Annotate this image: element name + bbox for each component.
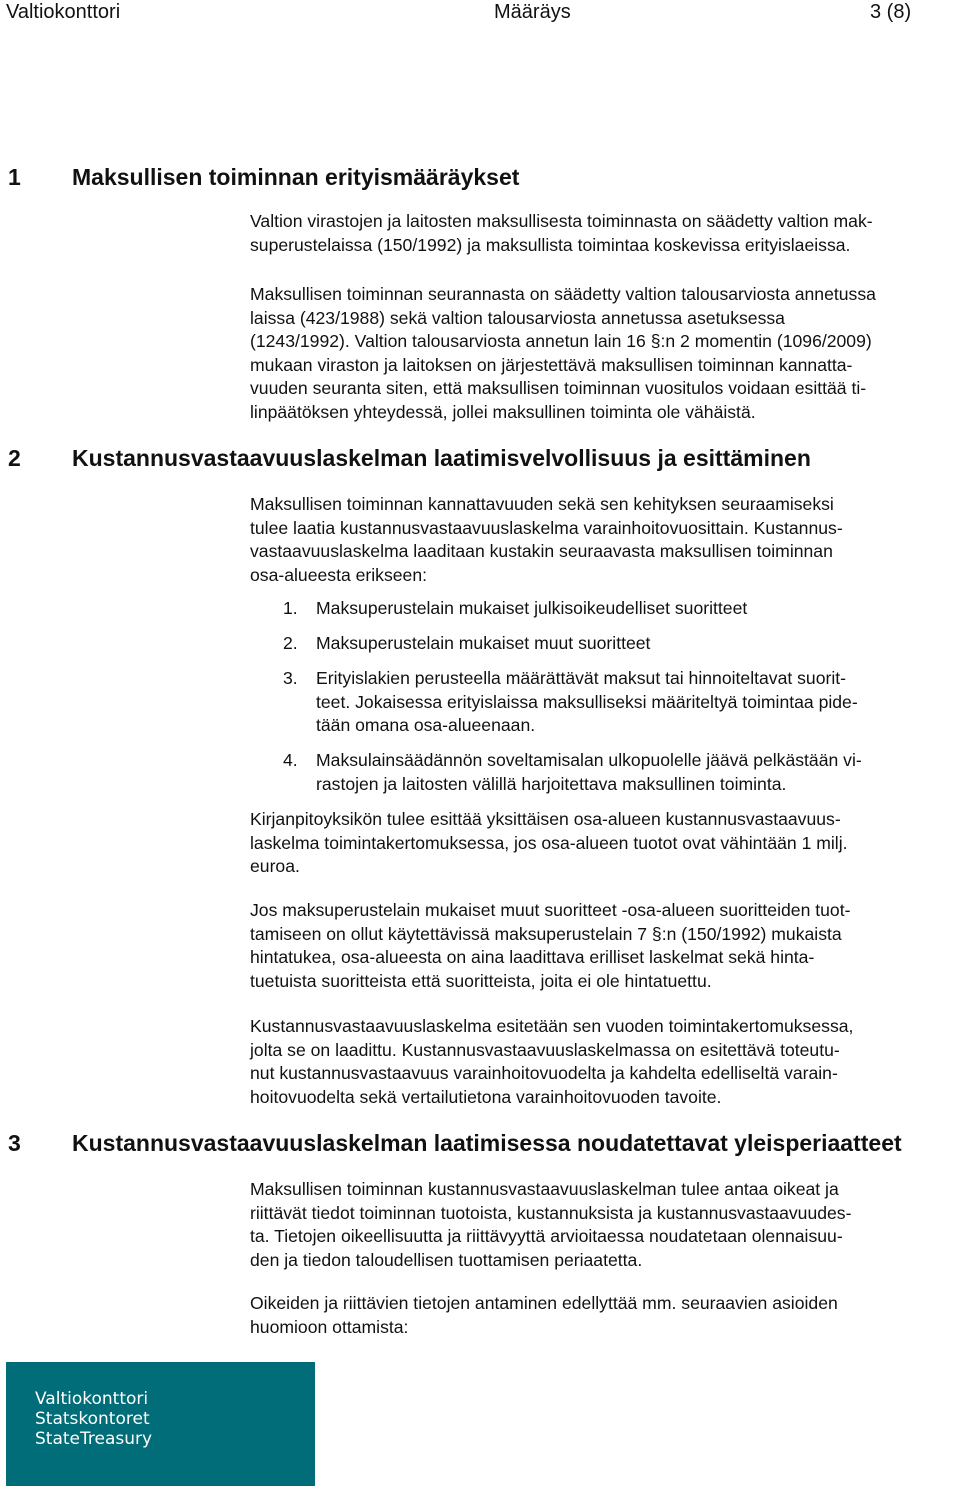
- section-title: Maksullisen toiminnan erityismääräykset: [72, 164, 520, 190]
- paragraph: Maksullisen toiminnan seurannasta on säädetty valtion talousarviosta annetussa laissa (423/1988) sekä valtion talousarviosta annetussa asetuksessa (1243/1992). Valtion talousarviosta annetun lain 16 §:n 2 momentin (1096/2009) mukaan viraston ja laitoksen on järjestettävä maksullisen toiminnan kannatta- vuuden seuranta siten, että maksullisen toiminnan vuositulos voidaan esittää ti- linpäätöksen yhteydessä, jollei maksullinen toiminta ole vähäistä.: [250, 284, 876, 422]
- section-title: Kustannusvastaavuuslaskelman laatimisvelvollisuus ja esittäminen: [72, 445, 811, 471]
- section-2-heading: [8, 444, 811, 472]
- list-item-text: Maksuperustelain mukaiset julkisoikeudelliset suoritteet: [316, 598, 748, 618]
- section-title: Kustannusvastaavuuslaskelman laatimisessa noudatettavat yleisperiaatteet: [72, 1130, 902, 1156]
- list-item-text: Maksuperustelain mukaiset muut suoritteet: [316, 633, 651, 653]
- list-item-text: Erityislakien perusteella määrättävät maksut tai hinnoiteltavat suorit- teet. Jokaisessa erityislaissa maksulliseksi määriteltyä toimintaa pide- tään omana osa-alueenaan.: [316, 668, 858, 735]
- logo-line-en: StateTreasury: [35, 1429, 153, 1449]
- paragraph: Kirjanpitoyksikön tulee esittää yksittäisen osa-alueen kustannusvastaavuus- laskelma toimintakertomuksessa, jos osa-alueen tuotot ovat vähintään 1 milj. euroa.: [250, 809, 848, 876]
- header-org: Valtiokonttori: [6, 1, 121, 23]
- paragraph: Oikeiden ja riittävien tietojen antaminen edellyttää mm. seuraavien asioiden huomioon ottamista:: [250, 1293, 838, 1337]
- header-doc-type: Määräys: [494, 1, 571, 23]
- list-item-number: 4.: [283, 750, 298, 770]
- section-3-heading: [8, 1129, 902, 1157]
- paragraph: Maksullisen toiminnan kustannusvastaavuuslaskelman tulee antaa oikeat ja riittävät tiedot toiminnan tuotoista, kustannuksista ja kustannusvastaavuudes- ta. Tietojen oikeellisuutta ja riittävyyttä arvioitaessa noudatetaan olennaisuu- den ja tiedon taloudellisen tuottamisen periaatetta.: [250, 1179, 852, 1270]
- header-page-number: 3 (8): [870, 1, 912, 23]
- list-item-number: 3.: [283, 668, 298, 688]
- paragraph: Kustannusvastaavuuslaskelma esitetään sen vuoden toimintakertomuksessa, jolta se on laadittu. Kustannusvastaavuuslaskelmassa on esitettävä toteutu- nut kustannusvastaavuus varainhoitovuodelta ja kahdelta edelliseltä varain- hoitovuodelta sekä vertailutietona varainhoitovuoden tavoite.: [250, 1016, 854, 1107]
- section-number: 2: [8, 445, 21, 471]
- paragraph: Jos maksuperustelain mukaiset muut suoritteet -osa-alueen suoritteiden tuot- tamiseen on ollut käytettävissä maksuperustelain 7 §:n (150/1992) mukaista hintatukea, osa-alueesta on aina laadittava erilliset laskelmat sekä hinta- tuetuista suoritteista että suoritteista, joita ei ole hintatuettu.: [250, 900, 851, 991]
- section-number: 1: [8, 164, 21, 190]
- list-item-text: Maksulainsäädännön soveltamisalan ulkopuolelle jäävä pelkästään vi- rastojen ja laitosten välillä harjoitettava maksullinen toiminta.: [316, 750, 862, 794]
- section-number: 3: [8, 1130, 21, 1156]
- paragraph: Maksullisen toiminnan kannattavuuden sekä sen kehityksen seuraamiseksi tulee laatia kustannusvastaavuuslaskelma varainhoitovuosittain. Kustannus- vastaavuuslaskelma laaditaan kustakin seuraavasta maksullisen toiminnan osa-alueesta erikseen:: [250, 494, 843, 585]
- paragraph: Valtion virastojen ja laitosten maksullisesta toiminnasta on säädetty valtion mak- superustelaissa (150/1992) ja maksullista toimintaa koskevissa erityislaeissa.: [250, 211, 873, 255]
- valtiokonttori-logo: [6, 1362, 315, 1486]
- list-item-number: 2.: [283, 633, 298, 653]
- list-item-number: 1.: [283, 598, 298, 618]
- logo-line-fi: Valtiokonttori: [35, 1389, 149, 1409]
- logo-line-sv: Statskontoret: [35, 1409, 150, 1429]
- section-1-heading: [8, 163, 519, 191]
